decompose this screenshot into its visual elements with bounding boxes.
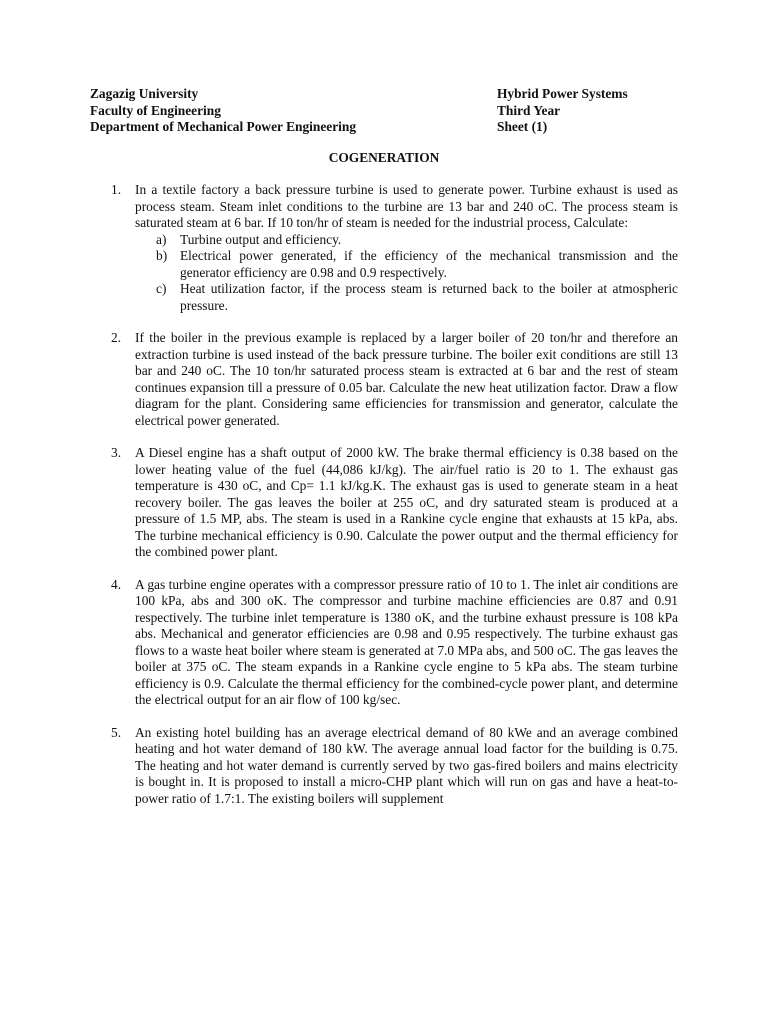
problem-text: A gas turbine engine operates with a compressor pressure ratio of 10 to 1. The inlet air conditions are 100 kPa, abs and 300 oK. The compressor and turbine machine efficiencies are 0.87 and 0.91 respectively. The turbine inlet temperature is 1380 oK, and the turbine exhaust pressure is 108 kPa abs. Mechanical and generator efficiencies are 0.98 and 0.95 respectively. The turbine exhaust gas flows to a waste heat boiler where steam is generated at 7.0 MPa abs, and 500 oC. The gas leaves the boiler at 375 oC. The steam expands in a Rankine cycle engine to 5 kPa abs. The steam turbine efficiency is 0.9. Calculate the thermal efficiency for the combined-cycle power plant, and determine the electrical output for an air flow of 100 kg/sec. [135, 576, 678, 707]
subquestion-text: Turbine output and efficiency. [180, 231, 342, 247]
subquestion-text: Electrical power generated, if the efficiency of the mechanical transmission and the generator efficiency are 0.98 and 0.9 respectively. [180, 248, 678, 280]
problem-number: 5. [111, 724, 122, 740]
problem-number: 2. [111, 330, 122, 345]
subquestion-label: b) [156, 248, 168, 263]
problem-number: 3. [111, 445, 122, 460]
problem-item [111, 576, 678, 709]
problem-text: If the boiler in the previous example is replaced by a larger boiler of 20 ton/hr and therefore an extraction turbine is used instead of the back pressure turbine. The boiler exit conditions are still 13 bar and 240 oC. The 10 ton/hr saturated process steam is extracted at 6 bar and the rest of steam continues expansion till a pressure of 0.05 bar. Calculate the new heat utilization factor. Draw a flow diagram for the plant. Considering same efficiencies for transmission and generator, calculate the electrical power generated. [135, 330, 678, 428]
subquestion-item [156, 248, 678, 281]
problem-item [111, 182, 678, 314]
problem-item [111, 445, 678, 561]
university-name: Zagazig University [90, 86, 199, 101]
problem-list [111, 182, 678, 823]
department-name: Department of Mechanical Power Engineering [90, 119, 357, 134]
problem-item [111, 724, 678, 808]
faculty-name: Faculty of Engineering [90, 102, 221, 118]
problem-text: A Diesel engine has a shaft output of 2000 kW. The brake thermal efficiency is 0.38 based on the lower heating value of the fuel (44,086 kJ/kg). The air/fuel ratio is 20 to 1. The exhaust gas temperature is 430 oC, and Cp= 1.1 kJ/kg.K. The exhaust gas is used to generate steam in a heat recovery boiler. The gas leaves the boiler at 255 oC, and dry saturated steam is produced at a pressure of 1.5 MP, abs. The steam is used in a Rankine cycle engine that exhausts at 15 kPa, abs. The turbine mechanical efficiency is 0.90. Calculate the power output and the thermal efficiency for the combined power plant. [135, 445, 678, 559]
course-name: Hybrid Power Systems [497, 86, 628, 101]
subquestion-item [156, 231, 678, 249]
subquestion-list [135, 232, 678, 315]
problem-text: In a textile factory a back pressure turbine is used to generate power. Turbine exhaust is used as process steam. Steam inlet conditions to the turbine are 13 bar and 240 oC. The process steam is saturated steam at 6 bar. If 10 ton/hr of steam is needed for the industrial process, Calculate: [135, 182, 678, 230]
problem-number: 4. [111, 576, 122, 592]
page-title: COGENERATION [328, 150, 440, 165]
problem-number: 1. [111, 182, 122, 197]
subquestion-item [156, 281, 678, 314]
subquestion-label: a) [156, 231, 167, 247]
problem-item [111, 330, 678, 429]
subquestion-text: Heat utilization factor, if the process steam is returned back to the boiler at atmospheric pressure. [180, 281, 678, 313]
header-left [90, 86, 356, 136]
subquestion-label: c) [156, 281, 167, 296]
header-right [497, 86, 628, 136]
year-label: Third Year [497, 102, 561, 118]
problem-text: An existing hotel building has an average electrical demand of 80 kWe and an average combined heating and hot water demand of 180 kW. The average annual load factor for the building is 0.75. The heating and hot water demand is currently served by two gas-fired boilers and mains electricity is bought in. It is proposed to install a micro-CHP plant which will run on gas and have a heat-to-power ratio of 1.7:1. The existing boilers will supplement [135, 724, 678, 806]
sheet-label: Sheet (1) [497, 119, 548, 134]
